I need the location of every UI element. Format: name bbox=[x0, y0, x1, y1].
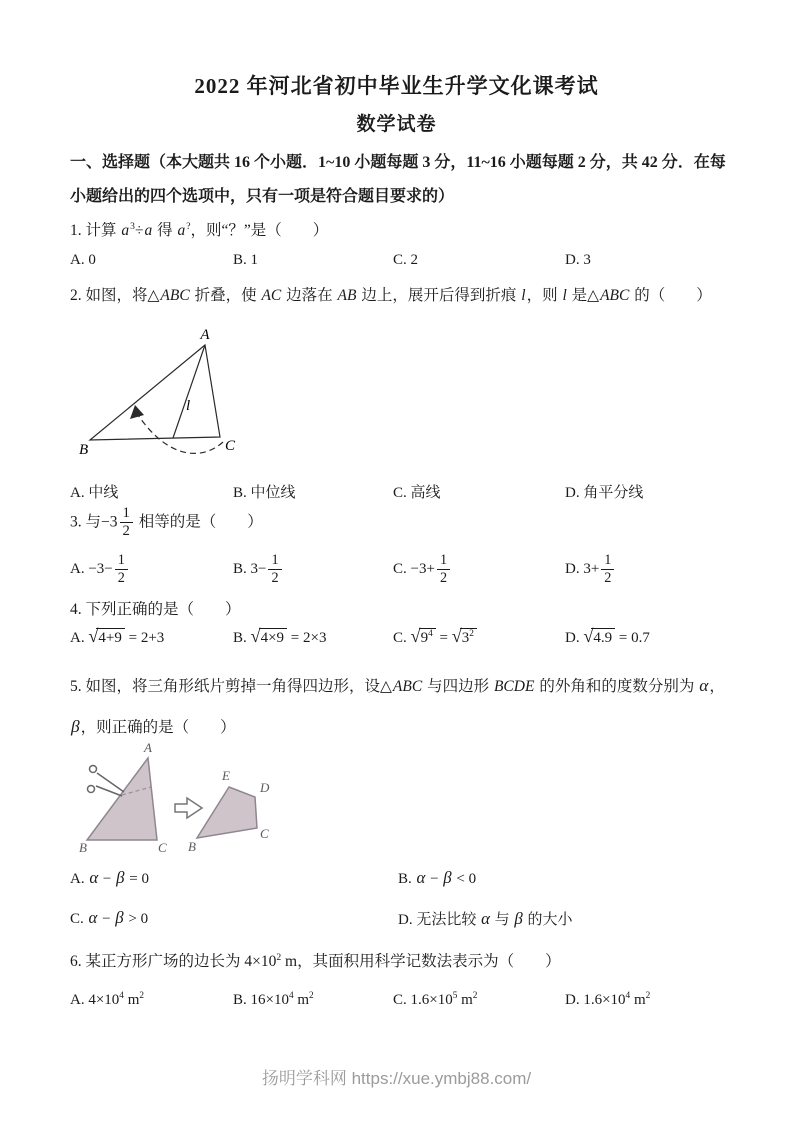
option-2a: A. 中线 bbox=[70, 485, 119, 501]
option-4b: B. √4×9 = 2×3 bbox=[233, 626, 327, 646]
option-3a: A. −3− $\frac{1}{2}$ bbox=[70, 553, 130, 586]
option-5a: A. α − β = 0 bbox=[70, 868, 149, 887]
option-5d: D. 无法比较 α 与 β 的大小 bbox=[398, 909, 573, 928]
question-2-figure bbox=[78, 328, 268, 468]
page-title: 2022 年河北省初中毕业生升学文化课考试 bbox=[194, 74, 599, 98]
fold-arrowhead-icon bbox=[130, 405, 144, 419]
question-5-stem: 5. 如图，将三角形纸片剪掉一角得四边形，设△ABC 与四边形 BCDE 的外角和的度数分别为 α， β，则正确的是（ ） bbox=[70, 676, 725, 736]
footer-watermark: 扬明学科网 https://xue.ymbj88.com/ bbox=[261, 1069, 532, 1088]
section-heading-line2: 小题给出的四个选项中，只有一项是符合题目要求的） bbox=[70, 188, 455, 205]
question-6-options bbox=[0, 992, 793, 1026]
option-4c: C. $√9^4 = √3^2$ bbox=[393, 626, 477, 647]
option-3b: B. 3− $\frac{1}{2}$ bbox=[233, 553, 284, 586]
page-subtitle: 数学试卷 bbox=[356, 114, 437, 135]
option-2d: D. 角平分线 bbox=[565, 485, 644, 501]
vertex-a-label: A bbox=[200, 328, 210, 343]
question-2-stem: 2. 如图，将△ABC 折叠，使 AC 边落在 AB 边上，展开后得到折痕 l，则 l 是△ABC 的（ ） bbox=[70, 287, 712, 304]
option-6b: B. $16\times 10^4$ $m^2$ bbox=[233, 991, 314, 1008]
option-5b: B. α − β < 0 bbox=[398, 868, 477, 887]
crease-l-label: l bbox=[186, 398, 191, 414]
question-3-options bbox=[0, 553, 793, 597]
option-1c: C. 2 bbox=[393, 252, 419, 268]
question-6-stem: 6. 某正方形广场的边长为 $4\times 10^2$ m，其面积用科学记数法表示为（ ） bbox=[70, 951, 561, 970]
option-4a: A. √4+9 = 2+3 bbox=[70, 626, 165, 646]
section-heading bbox=[70, 146, 730, 214]
option-3c: C. −3+ $\frac{1}{2}$ bbox=[393, 553, 452, 586]
quadrilateral-paper-shape bbox=[197, 787, 257, 838]
section-heading-line1: 一、选择题（本大题共 16 个小题．1~10 小题每题 3 分，11~16 小题每题 2 分，共 42 分．在每 bbox=[70, 154, 726, 171]
vertex-b-label: B bbox=[79, 442, 89, 458]
option-6a: A. $4\times 10^4$ $m^2$ bbox=[70, 991, 145, 1008]
fold-arc-dashed bbox=[138, 415, 223, 453]
option-6d: D. $1.6\times 10^4$ $m^2$ bbox=[565, 991, 651, 1008]
quad-vertex-c-label: C bbox=[260, 826, 269, 841]
scissors-icon bbox=[88, 766, 125, 797]
option-1d: D. 3 bbox=[565, 252, 591, 268]
option-5c: C. α − β > 0 bbox=[70, 908, 149, 927]
option-1a: A. 0 bbox=[70, 252, 96, 268]
question-4-options bbox=[0, 626, 793, 660]
quad-vertex-e-label: E bbox=[222, 768, 230, 783]
option-2b: B. 中位线 bbox=[233, 485, 296, 501]
option-2c: C. 高线 bbox=[393, 485, 441, 501]
option-4d: D. √4.9 = 0.7 bbox=[565, 626, 650, 646]
tri-vertex-a-label: A bbox=[144, 740, 152, 755]
question-1-stem: 1. 计算 $a^3\div a$ 得 a?，则“？”是（ ） bbox=[70, 220, 329, 239]
quad-vertex-d-label: D bbox=[260, 780, 270, 795]
question-1-options bbox=[0, 252, 793, 286]
tri-vertex-b-label: B bbox=[79, 840, 87, 855]
question-5-options-row1 bbox=[0, 868, 793, 902]
triangle-paper-shape bbox=[87, 758, 157, 840]
option-6c: C. $1.6\times 10^5$ $m^2$ bbox=[393, 991, 478, 1008]
quad-vertex-b-label: B bbox=[188, 839, 196, 854]
question-3-stem: 3. 与−3 $\frac{1}{2}$ 相等的是（ ） bbox=[70, 505, 263, 540]
tri-vertex-c-label: C bbox=[158, 840, 167, 855]
arrow-right-icon bbox=[175, 798, 202, 818]
question-5-figure bbox=[78, 740, 318, 862]
option-3d: D. 3+ $\frac{1}{2}$ bbox=[565, 553, 616, 586]
vertex-c-label: C bbox=[225, 438, 236, 454]
question-5-options-row2 bbox=[0, 908, 793, 942]
question-4-stem: 4. 下列正确的是（ ） bbox=[70, 601, 241, 618]
option-1b: B. 1 bbox=[233, 252, 259, 268]
